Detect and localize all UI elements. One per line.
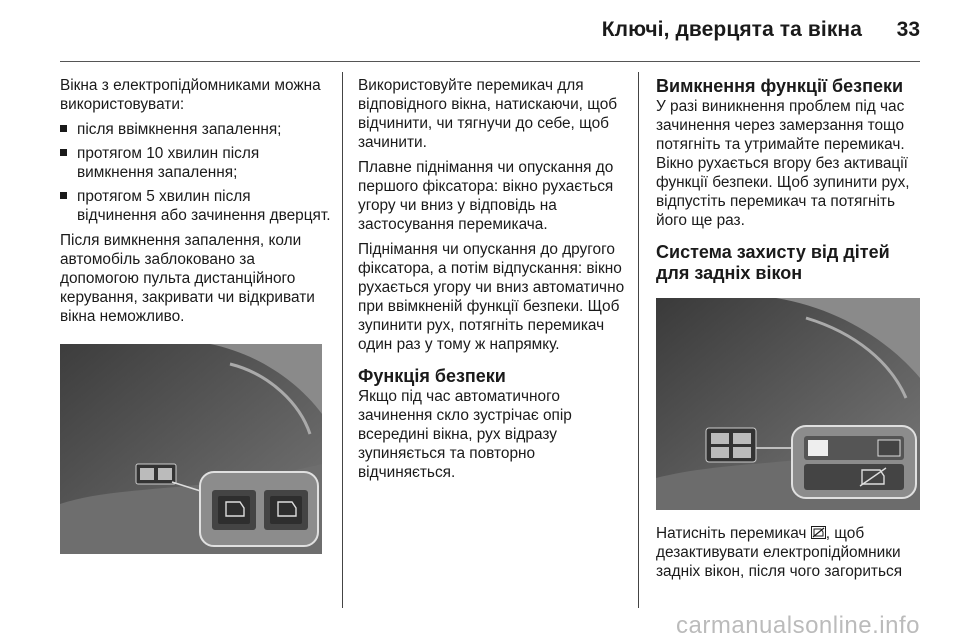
bullet-square-icon — [60, 149, 67, 156]
column-1 — [60, 76, 332, 554]
switch-usage-text: Використовуйте перемикач для відповідного вікна, натискаючи, щоб відчинити, чи тягнучи до себе, щоб зачинити. — [358, 77, 618, 151]
page-number: 33 — [896, 18, 920, 41]
child-lock-illustration — [656, 298, 920, 510]
column-divider-2 — [638, 72, 639, 608]
header-rule — [60, 61, 920, 62]
list-item: після ввімкнення запалення; — [60, 120, 332, 139]
rear-window-lock-icon — [811, 526, 826, 539]
intro-text: Вікна з електропідйомниками можна використовувати: — [60, 77, 321, 113]
child-lock-heading: Система захисту від дітей для задніх вікон — [656, 242, 890, 283]
safety-function-heading: Функція безпеки — [358, 366, 506, 386]
page-header — [0, 0, 960, 62]
list-item: протягом 5 хвилин після відчинення або зачинення дверцят. — [60, 187, 332, 225]
disable-safety-heading: Вимкнення функції безпеки — [656, 76, 904, 96]
bullet-square-icon — [60, 125, 67, 132]
child-lock-switch-drawing — [656, 298, 920, 510]
list-item: протягом 10 хвилин після вимкнення запалення; — [60, 144, 332, 182]
conditions-list — [60, 120, 332, 225]
column-divider-1 — [342, 72, 343, 608]
safety-function-text: Якщо під час автоматичного зачинення скло зустрічає опір всередині вікна, рух відразу зупиняється та повторно відчиняється. — [358, 388, 572, 481]
first-detent-text: Плавне піднімання чи опускання до першого фіксатора: вікно рухається угору чи вниз у відповідь на застосування перемикача. — [358, 159, 614, 233]
disable-safety-text: У разі виникнення проблем під час зачинення через замерзання тощо потягніть та утримайте перемикач. Вікно рухається вгору без активації функції безпеки. Щоб зупинити рух, відпустіть перемикач та потягніть його ще раз. — [656, 98, 910, 229]
child-lock-text: Натисніть перемикач , щоб дезактивувати електропідйомники задніх вікон, після чого загориться — [656, 525, 903, 580]
column-2 — [358, 76, 628, 488]
section-title: Ключі, дверцята та вікна — [601, 18, 862, 41]
column-3 — [656, 76, 926, 587]
watermark: carmanualsonline.info — [676, 612, 920, 639]
ignition-off-text: Після вимкнення запалення, коли автомобіль заблоковано за допомогою пульта дистанційного керування, закривати чи відкривати вікна неможливо. — [60, 232, 315, 325]
bullet-square-icon — [60, 192, 67, 199]
door-panel-drawing — [60, 344, 322, 554]
window-switch-illustration — [60, 344, 322, 554]
second-detent-text: Піднімання чи опускання до другого фіксатора, а потім відпускання: вікно рухається угору чи вниз автоматично при ввімкненій функції безпеки. Щоб зупинити рух, потягніть перемикач один раз у тому ж напрямку. — [358, 241, 625, 353]
